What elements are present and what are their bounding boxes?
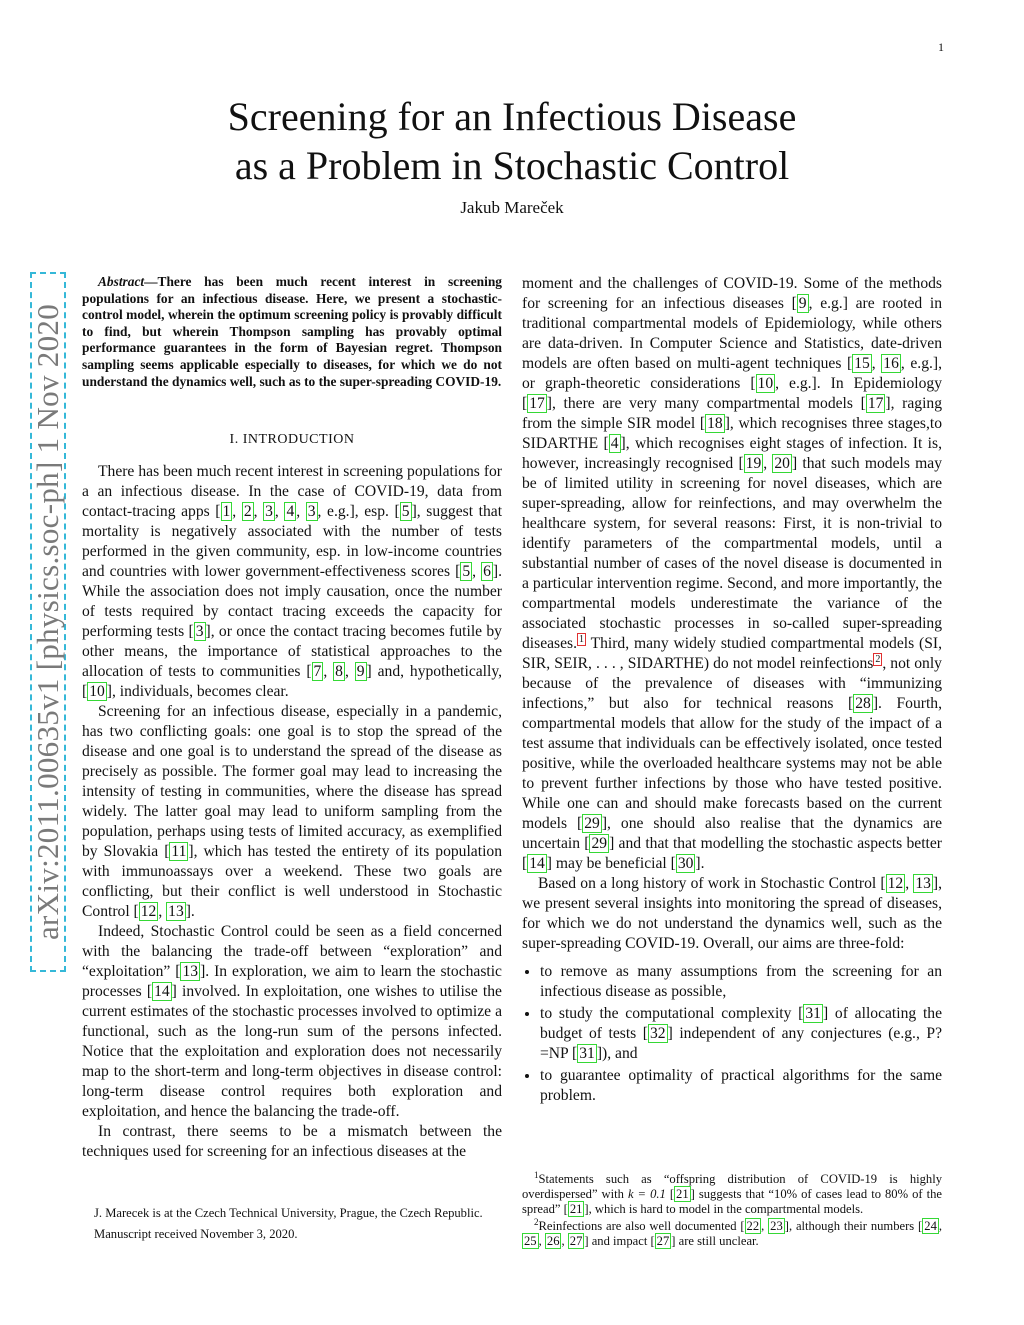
paper-title [0, 92, 1024, 190]
text-run: ], suggest that mortality is negatively associated with the number of tests performed in the given community, esp. in low-income countries and countries with lower government-effectiveness scores [ [82, 503, 503, 581]
citation-link[interactable]: 27 [569, 1234, 583, 1248]
title-line-1: Screening for an Infectious Disease [227, 94, 797, 139]
text-run: ]. [185, 903, 195, 921]
paragraph: Screening for an infectious disease, especially in a pandemic, has two conflicting goals: one goal is to stop the spread of the disease and one goal is to understand the spread of the disease as precisely as possible. The former goal may lead to increasing the intensity of testing in communities, where the disease has spread widely. The latter goal may lead to uniform sampling from the population, perhaps using tests of limited accuracy, as exemplified by Slovakia [ 11 ], which has tested the entirety of its population with immunoassays over a weekend. These two goals are conflicting, but their conflict is well understood in Stochastic Control [ 12 , 13 ]. [82, 703, 502, 921]
text-run: ] involved. In exploitation, one wishes to utilise the current estimates of the stochastic processes involved to optimize a functional, such as the long-run sum of the persons infected. Notice that the exploitation and exploration does not necessarily map to the short-term and long-term objectives in disease control: long-term disease control requires both exploration and exploitation, and hence the balancing the trade-off. [82, 983, 502, 1121]
citation-link[interactable]: 10 [757, 375, 774, 392]
manuscript-date: Manuscript received November 3, 2020. [94, 1227, 298, 1241]
text-run: , e.g.] are rooted in traditional compartmental models of Epidemiology, while others are data-driven. In Computer Science and Statistics, date-driven models are often based on multi-agent techniques [ [522, 295, 942, 372]
text-run: ] suggests that “10% of cases lead to 80% of the spread” [ [522, 1187, 942, 1216]
arxiv-identifier: arXiv:2011.00635v1 [physics.soc-ph] 1 Nov 2020 [30, 303, 65, 941]
citation-link[interactable]: 1 [222, 503, 231, 521]
citation-link[interactable]: 13 [182, 963, 199, 981]
citation-link[interactable]: 9 [798, 295, 807, 312]
citation-link[interactable]: 5 [462, 563, 471, 581]
text-run: ], which has tested the entirety of its population with immunoassays over a weekend. These two goals are conflicting, but their conflict is well understood in Stochastic Control [ [82, 843, 502, 921]
citation-link[interactable]: 13 [168, 903, 184, 921]
citation-link[interactable]: 9 [356, 663, 365, 681]
citation-link[interactable]: 6 [483, 563, 491, 581]
citation-link[interactable]: 26 [546, 1234, 560, 1248]
text-run: Indeed, Stochastic Control could be seen as a field concerned with the balancing the trade-off between “exploration” and “exploitation” [ [82, 923, 502, 981]
list-item: • to remove as many assumptions from the screening for an infectious disease as possible, [540, 962, 942, 1002]
citation-link[interactable]: 2 [243, 503, 252, 521]
citation-link[interactable]: 20 [774, 455, 790, 472]
text-run: , not only because of the prevalence of diseases with “immunizing infections,” but also for technical reasons [ [522, 655, 942, 712]
text-run: Reinfections are also well documented [ [538, 1219, 745, 1233]
text-run: ] independent of any conjectures (e.g., P [667, 1025, 936, 1042]
citation-link[interactable]: 13 [915, 875, 931, 892]
citation-link[interactable]: 25 [524, 1234, 537, 1248]
title-line-2: as a Problem in Stochastic Control [234, 143, 790, 188]
text-run: Third, many widely studied compartmental models (SI, SIR, SEIR, . . . , SIDARTHE) do not model reinfections [522, 635, 942, 672]
text-run: ], which recognises eight stages of infection. It is, however, increasingly recognised [ [522, 435, 942, 472]
citation-link[interactable]: 15 [854, 355, 870, 372]
citation-link[interactable]: 14 [529, 855, 545, 872]
citation-link[interactable]: 17 [529, 395, 545, 412]
paragraph: moment and the challenges of COVID-19. Some of the methods for screening for an infectious diseases [ 9 , e.g.] are rooted in traditional compartmental models of Epidemiology, while others are data-driven. In Computer Science and Statistics, date-driven models are often based on multi-agent techniques [ 15 , 16 , e.g.], or graph-theoretic considerations [ 10 , e.g.]. In Epidemiology [ 17 ], there are very many compartmental models [ 17 ], raging from the simple SIR model [ 18 ], which recognises three stages,to SIDARTHE [ 4 ], which recognises eight stages of infection. It is, however, increasingly recognised [ 19 , 20 ] that such models may be of limited utility in screening for novel diseases, which are super-spreading, allow for reinfections, and may overwhelm the healthcare system, for several reasons: First, it is non-trivial to identify parameters of the compartmental models, until a substantial number of cases of the novel disease is documented in a particular intervention regime. Second, and more importantly, the compartmental models underestimate the variance of the associated stochastic processes in so-called super-spreading diseases. $^1$ Third, many widely studied compartmental models (SI, SIR, SEIR, . . . , SIDARTHE) do not model reinfections $^2$ , not only because of the prevalence of diseases with “immunizing infections,” but also for technical reasons [ 28 ]. Fourth, compartmental models that allow for the study of the impact of a test assume that individuals can be effectively isolated, once tested positive, while the overloaded healthcare systems may not be able to prevent further infections by those who have tested positive. While one can and should make forecasts based on the current models [ 29 ], one should also realise that the dynamics are uncertain [ 29 ] and that that modelling the stochastic aspects better [ 14 ] may be beneficial [ 30 ]. [522, 275, 943, 872]
text-run: ]. [695, 855, 705, 872]
text-run: ], although their numbers [ [784, 1219, 923, 1233]
citation-link[interactable]: 24 [924, 1219, 937, 1233]
math-expression: k = 0.1 [627, 1187, 666, 1201]
citation-link[interactable]: 11 [171, 843, 187, 861]
citation-link[interactable]: 22 [746, 1219, 760, 1233]
footnote-mark: 1 [534, 1169, 539, 1180]
citation-link[interactable]: 5 [401, 503, 410, 521]
text-run: ] and impact [ [584, 1234, 655, 1248]
footnotes-right [522, 1169, 943, 1251]
text-run: ], or once the contact tracing becomes futile by other means, the importance of statistical approaches to the allocation of tests to communities [ [82, 623, 502, 681]
footnotes-left [82, 1206, 502, 1248]
citation-link[interactable]: 31 [805, 1005, 821, 1022]
footnote-1 [522, 1169, 942, 1217]
text-run: There has been much recent interest in screening populations for a an infectious disease. In the case of COVID-19, data from contact-tracing apps [ [82, 463, 502, 521]
citation-link[interactable]: 23 [770, 1219, 783, 1233]
text-run: ]. In exploration, we aim to learn the stochastic processes [ [82, 963, 502, 1001]
footnote-2: $^2$Reinfections are also well documented [ 22 , 23 ], although their numbers [ 24 , 25 , 26 , 27 ] and impact [ 27 ] are still unclear. [524, 1216, 943, 1248]
citation-link[interactable]: 8 [335, 663, 343, 681]
text-run: , e.g.], or graph-theoretic considerations [ [522, 355, 942, 392]
text-run: ], we present several insights into monitoring the spread of diseases, for which we do not understand the dynamics well, such as the super-spreading COVID-19. Overall, our aims are three-fold: [522, 875, 942, 952]
text-run: ] and that that modelling the stochastic aspects better [ [522, 835, 943, 872]
text-run: ] may be beneficial [ [546, 855, 676, 872]
text-run: ], which recognises three stages,to SIDARTHE [ [522, 415, 942, 452]
citation-link[interactable]: 29 [584, 815, 600, 832]
citation-link[interactable]: 3 [195, 623, 204, 641]
page-number: 1 [938, 40, 944, 54]
citation-link[interactable]: 21 [676, 1187, 689, 1201]
paragraph: There has been much recent interest in screening populations for a an infectious disease. In the case of COVID-19, data from contact-tracing apps [ 1 , 2 , 3 , 4 , 3 , e.g.], esp. [ 5 ], suggest that mortality is negatively associated with the number of tests performed in the given community, esp. in low-income countries and countries with lower government-effectiveness scores [ 5 , 6 ]. While the association does not imply causation, once the number of tests required by contact tracing exceeds the capacity for performing tests [ 3 ], or once the contact tracing becomes futile by other means, the importance of statistical approaches to the allocation of tests to communities [ 7 , 8 , 9 ] and, hypothetically, [ 10 ], individuals, becomes clear. [82, 463, 503, 701]
citation-link[interactable]: 3 [307, 503, 316, 521]
citation-link[interactable]: 10 [89, 683, 105, 701]
citation-link[interactable]: 3 [265, 503, 273, 521]
text-run: ] are still unclear. [671, 1234, 759, 1248]
text-run: Statements such as “offspring distribution of COVID-19 is highly overdispersed” with [522, 1172, 942, 1201]
list-item: • to guarantee optimality of practical algorithms for the same problem. [540, 1066, 942, 1106]
text-run: ] and, hypothetically, [ [82, 663, 503, 701]
citation-link[interactable]: 19 [745, 455, 762, 472]
text-run: to study the computational complexity [ [540, 1005, 804, 1022]
text-run: NP [ [548, 1045, 578, 1062]
text-run: , e.g.]. In Epidemiology [ [522, 375, 942, 412]
aims-list [522, 962, 942, 1106]
paragraph: In contrast, there seems to be a mismatch between the techniques used for screening for an infectious diseases at the [82, 1123, 502, 1161]
footnote-mark: 2 [534, 1216, 539, 1227]
section-heading-introduction: I. INTRODUCTION [229, 432, 355, 448]
abstract: Abstract—There has been much recent interest in screening populations for an infectious disease. Here, we present a stochastic-control model, wherein the optimum screening policy is provably difficult to find, but wherein Thompson sampling has provably optimal performance guarantees in the form of Bayesian regret. Thompson sampling seems applicable especially to diseases, for which we do not understand the dynamics well, such as to the super-spreading COVID-19. [82, 274, 502, 389]
text-run: ], there are very many compartmental models [ [546, 395, 866, 412]
text-run: ]), and [596, 1045, 638, 1062]
citation-link[interactable]: 30 [677, 855, 694, 872]
text-run: ] of allocating the budget of tests [ [540, 1005, 942, 1042]
abstract-text: There has been much recent interest in screening populations for an infectious disease. Here, we present a stochastic-control model, wherein the optimum screening policy is provably difficult to find, but wherein Thompson sampling has provably optimal performance guarantees in the form of Bayesian regret. Thompson sampling seems applicable especially to diseases, for which we do not understand the dynamics well, such as to the super-spreading COVID-19. [82, 274, 502, 389]
citation-link[interactable]: 12 [887, 875, 904, 892]
text-run: ]. Fourth, compartmental models that allow for the study of the impact of a test assume that individuals can be effectively isolated, once tested positive, while the overloaded healthcare systems may not be able to prevent further infections by those who have tested positive. While one can and should make forecasts based on the current models [ [522, 695, 942, 832]
list-item [540, 1004, 942, 1064]
paragraph: Based on a long history of work in Stochastic Control [ 12 , 13 ], we present several insights into monitoring the spread of diseases, for which we do not understand the dynamics well, such as the super-spreading COVID-19. Overall, our aims are three-fold: [522, 875, 942, 952]
text-run: ], one should also realise that the dynamics are uncertain [ [522, 815, 942, 852]
footnote-link[interactable]: 1 [579, 633, 584, 645]
text-run: Screening for an infectious disease, especially in a pandemic, has two conflicting goals: one goal is to stop the spread of the disease and one goal is to understand the spread of the disease as precisely as possible. The former goal may lead to increasing the intensity of testing in communities, where the disease has spread widely. The latter goal may lead to uniform sampling from the population, perhaps using tests of limited accuracy, as exemplified by Slovakia [ [82, 703, 502, 861]
citation-link[interactable]: 28 [855, 695, 871, 712]
citation-link[interactable]: 14 [154, 983, 170, 1001]
text-run: [ [665, 1187, 675, 1201]
author-name: Jakub Mareček [460, 198, 564, 217]
citation-link[interactable]: 4 [610, 435, 619, 452]
right-column [522, 274, 942, 1108]
citation-link[interactable]: 18 [707, 415, 723, 432]
citation-link[interactable]: 17 [867, 395, 884, 412]
citation-link[interactable]: 12 [140, 903, 157, 921]
text-run: moment and the challenges of COVID-19. Some of the methods for screening for an infectious diseases [ [522, 275, 942, 312]
citation-link[interactable]: 4 [286, 503, 295, 521]
math-operator: ?= [540, 1025, 942, 1062]
text-run: ], raging from the simple SIR model [ [522, 395, 942, 432]
text-run: Based on a long history of work in Stochastic Control [ [538, 875, 886, 892]
citation-link[interactable]: 27 [656, 1234, 670, 1248]
citation-link[interactable]: 16 [883, 355, 899, 372]
abstract-label: Abstract [98, 274, 145, 289]
text-run: ] that such models may be of limited utility in screening for novel diseases, which are super-spreading, allow for reinfections, and may overwhelm the healthcare system, for several reasons: First, it is non-trivial to identify parameters of the compartmental models, until a substantial number of cases of the novel disease is documented in a particular intervention regime. Second, and more importantly, the compartmental models underestimate the variance of the associated stochastic processes in so-called super-spreading diseases. [522, 455, 942, 652]
citation-link[interactable]: 7 [313, 663, 322, 681]
text-run: ], which is hard to model in the compartmental models. [584, 1202, 864, 1216]
footnote-link[interactable]: 2 [875, 653, 881, 665]
arxiv-stamp [30, 272, 66, 972]
affiliation-footnote: J. Marecek is at the Czech Technical University, Prague, the Czech Republic. [94, 1206, 483, 1220]
text-run: ], individuals, becomes clear. [106, 683, 289, 701]
citation-link[interactable]: 21 [569, 1202, 583, 1216]
text-run: , e.g.], esp. [ [317, 503, 400, 521]
citation-link[interactable]: 29 [591, 835, 608, 852]
paragraph [82, 922, 502, 1122]
left-column [82, 274, 502, 1162]
citation-link[interactable]: 32 [650, 1025, 666, 1042]
citation-link[interactable]: 31 [579, 1045, 595, 1062]
text-run: ]. While the association does not imply causation, once the number of tests required by contact tracing exceeds the capacity for performing tests [ [82, 563, 502, 641]
